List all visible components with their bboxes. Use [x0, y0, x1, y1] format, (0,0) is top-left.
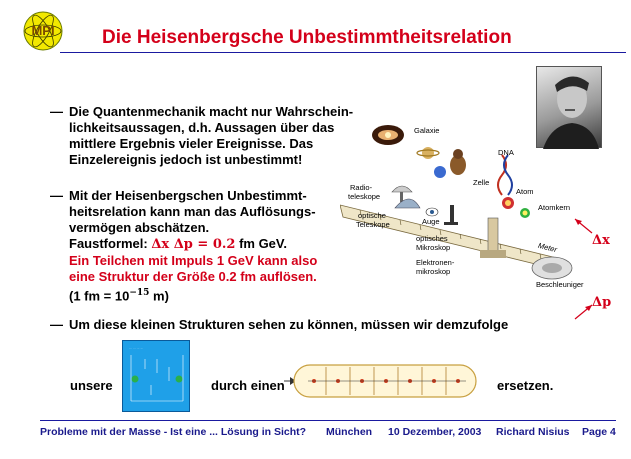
bullet1-line: Einzelereignis jedoch ist unbestimmt! — [69, 152, 303, 167]
faustformel-line — [69, 236, 317, 253]
label-mikroskop1: optisches — [416, 234, 448, 243]
word-unsere: unsere — [70, 378, 113, 393]
word-durch-einen: durch einen — [211, 378, 285, 393]
bullet2-line: vermögen abschätzen. — [69, 220, 210, 235]
bullet2-text — [69, 188, 317, 304]
logo-text: MPI — [31, 23, 55, 38]
mpi-logo — [22, 10, 64, 52]
bullet3-text: Um diese kleinen Strukturen sehen zu können, müssen wir demzufolge — [69, 317, 509, 332]
label-zelle: Zelle — [473, 178, 490, 187]
tv-tube-diagram — [122, 340, 190, 412]
title-divider — [60, 52, 626, 53]
label-dna: DNA — [498, 148, 514, 157]
unit-suffix: m) — [149, 288, 169, 304]
label-meter: Meter — [537, 240, 558, 255]
label-teleskope2: Teleskope — [356, 220, 390, 229]
footer-page: Page 4 — [582, 426, 616, 438]
length-scale-illustration — [340, 110, 590, 310]
bullet2-red-line: eine Struktur der Größe 0.2 fm auflösen. — [69, 269, 317, 284]
bullet2-red-line: Ein Teilchen mit Impuls 1 GeV kann also — [69, 253, 318, 268]
bullet3-marker: — — [50, 317, 63, 332]
svg-text:··· ··· ··· ···: ··· ··· ··· ··· — [129, 346, 144, 350]
label-mikroskop2: Mikroskop — [416, 243, 451, 252]
page-title: Die Heisenbergsche Unbestimmtheitsrelation — [102, 27, 512, 48]
bullet2-line: Mit der Heisenbergschen Unbestimmt- — [69, 188, 307, 203]
label-auge: Auge — [422, 217, 440, 226]
delta-x-label: Δx — [592, 233, 610, 248]
unit-definition — [69, 285, 317, 304]
unit-prefix: (1 fm = 10 — [69, 288, 130, 304]
bullet2-line: heitsrelation kann man das Auflösungs- — [69, 204, 316, 219]
delta-p-label: Δp — [592, 295, 612, 310]
footer-city: München — [326, 426, 373, 438]
footer-talk-title: Probleme mit der Masse - Ist eine ... Lösung in Sicht? — [40, 426, 307, 438]
uncertainty-formula: Δx Δp = 0.2 — [151, 237, 236, 252]
bullet1-line: mittlere Ergebnis vieler Ereignisse. Das — [69, 136, 314, 151]
label-radio: Radio- — [350, 183, 373, 192]
delta-arrows — [570, 215, 630, 330]
bullet1-line: lichkeitsaussagen, d.h. Aussagen über das — [69, 120, 335, 135]
footer-author: Richard Nisius — [496, 426, 570, 438]
label-beschleuniger: Beschleuniger — [536, 280, 584, 289]
label-atom: Atom — [516, 187, 534, 196]
word-ersetzen: ersetzen. — [497, 378, 554, 393]
label-elektronen2: mikroskop — [416, 267, 451, 276]
bullet1-line: Die Quantenmechanik macht nur Wahrschein- — [69, 104, 354, 119]
bullet1-marker: — — [50, 104, 63, 119]
accelerator-diagram — [284, 357, 484, 405]
label-galaxie: Galaxie — [414, 126, 440, 135]
label-teleskope: teleskope — [348, 192, 381, 201]
label-optische: optische — [358, 211, 386, 220]
label-atomkern: Atomkern — [538, 203, 571, 212]
unit-exponent: −15 — [129, 288, 150, 298]
footer-date: 10 Dezember, 2003 — [388, 426, 482, 438]
footer-divider — [40, 420, 616, 421]
bullet2-marker: — — [50, 188, 63, 203]
formula-suffix: fm GeV. — [235, 236, 287, 251]
formula-prefix: Faustformel: — [69, 236, 152, 251]
label-elektronen1: Elektronen- — [416, 258, 455, 267]
bullet1-text — [69, 104, 353, 168]
